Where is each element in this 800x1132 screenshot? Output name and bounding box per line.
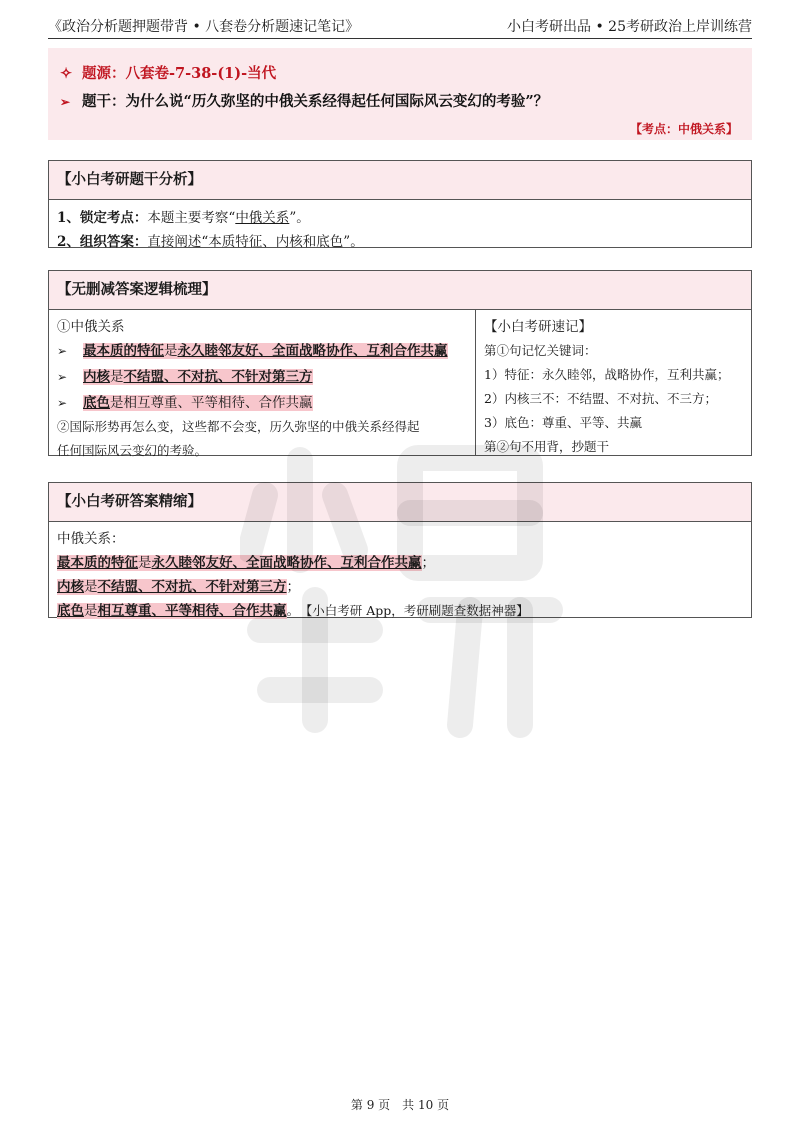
analysis-row-1	[49, 206, 751, 230]
row1-highlight: 中俄关系	[235, 210, 290, 226]
logic-p2-line2: 任何国际风云变幻的考验。	[57, 443, 208, 458]
analysis-row-2	[49, 230, 751, 254]
arrow-icon: ➢	[57, 370, 68, 384]
row2-text: 直接阐述“本质特征、内核和底色”。	[147, 234, 364, 250]
memo-line-1: 第①句记忆关键词：	[484, 343, 597, 358]
row1-key: 1、锁定考点：	[57, 210, 148, 226]
topic-tag: 【考点：中俄关系】	[629, 122, 738, 136]
logic-bullet-1	[57, 339, 448, 359]
app-promo-note: 【小白考研 App，考研刷题查数据神器】	[306, 603, 529, 618]
answer-section	[48, 482, 752, 618]
stem-line	[60, 90, 548, 111]
diamond-icon: ✧	[60, 65, 73, 82]
logic-bullet-3	[57, 391, 313, 411]
a3-end: ；	[286, 579, 300, 595]
a4-verb: 是	[84, 603, 98, 619]
memo-right-column	[476, 309, 751, 455]
arrow-icon: ➢	[60, 95, 71, 109]
b1-verb: 是	[164, 343, 178, 359]
source-line	[60, 62, 276, 83]
answer-line-2	[57, 551, 435, 571]
b3-key: 底色	[83, 395, 110, 411]
question-stem: 题干：为什么说“历久弥坚的中俄关系经得起任何国际风云变幻的考验”？	[82, 93, 549, 110]
memo-title: 【小白考研速记】	[484, 319, 592, 335]
a4-content: 相互尊重、平等相待、合作共赢	[97, 603, 287, 619]
answer-line-1: 中俄关系：	[57, 531, 125, 547]
header-title: 《政治分析题押题带背 • 八套卷分析题速记笔记》	[48, 19, 360, 35]
page-footer: 第 9 页 共 10 页	[350, 1098, 450, 1112]
a2-end: ；	[421, 555, 435, 571]
answer-line-3	[57, 575, 300, 595]
question-source-box	[48, 48, 752, 140]
logic-section	[48, 270, 752, 456]
a3-verb: 是	[84, 579, 98, 595]
row1-end: ”。	[289, 210, 310, 226]
b2-key: 内核	[83, 369, 110, 385]
memo-line-4: 3）底色：尊重、平等、共赢	[484, 415, 642, 430]
answer-heading: 【小白考研答案精缩】	[49, 483, 751, 522]
logic-title: ①中俄关系	[57, 319, 125, 335]
page-header	[48, 12, 752, 39]
row2-key: 2、组织答案：	[57, 234, 148, 250]
a4-key: 底色	[57, 603, 84, 619]
b2-verb: 是	[110, 369, 124, 385]
memo-line-5: 第②句不用背，抄题干	[484, 439, 610, 454]
b2-content: 不结盟、不对抗、不针对第三方	[123, 369, 313, 385]
arrow-icon: ➢	[57, 344, 68, 358]
a2-verb: 是	[138, 555, 152, 571]
b1-key: 最本质的特征	[83, 343, 164, 359]
a2-content: 永久睦邻友好、全面战略协作、互利合作共赢	[151, 555, 422, 571]
row1-text: 本题主要考察“	[147, 210, 236, 226]
a3-key: 内核	[57, 579, 84, 595]
source-title: 题源：八套卷-7-38-(1)-当代	[82, 65, 277, 82]
header-brand: 小白考研出品 • 25考研政治上岸训练营	[507, 19, 752, 35]
arrow-icon: ➢	[57, 396, 68, 410]
answer-line-4	[57, 599, 529, 619]
a2-key: 最本质的特征	[57, 555, 138, 571]
memo-line-3: 2）内核三不：不结盟、不对抗、不三方；	[484, 391, 717, 406]
memo-line-2: 1）特征：永久睦邻，战略协作，互利共赢；	[484, 367, 730, 382]
a4-end: 。	[286, 603, 300, 619]
logic-heading: 【无删减答案逻辑梳理】	[49, 271, 751, 310]
b3-content: 是相互尊重、平等相待、合作共赢	[110, 395, 313, 411]
b1-content: 永久睦邻友好、全面战略协作、互利合作共赢	[177, 343, 448, 359]
a3-content: 不结盟、不对抗、不针对第三方	[97, 579, 287, 595]
analysis-heading: 【小白考研题干分析】	[49, 161, 751, 200]
logic-left-column	[49, 309, 476, 458]
analysis-section	[48, 160, 752, 248]
logic-bullet-2	[57, 365, 313, 385]
logic-p2-line1: ②国际形势再怎么变，这些都不会变，历久弥坚的中俄关系经得起	[57, 419, 420, 434]
